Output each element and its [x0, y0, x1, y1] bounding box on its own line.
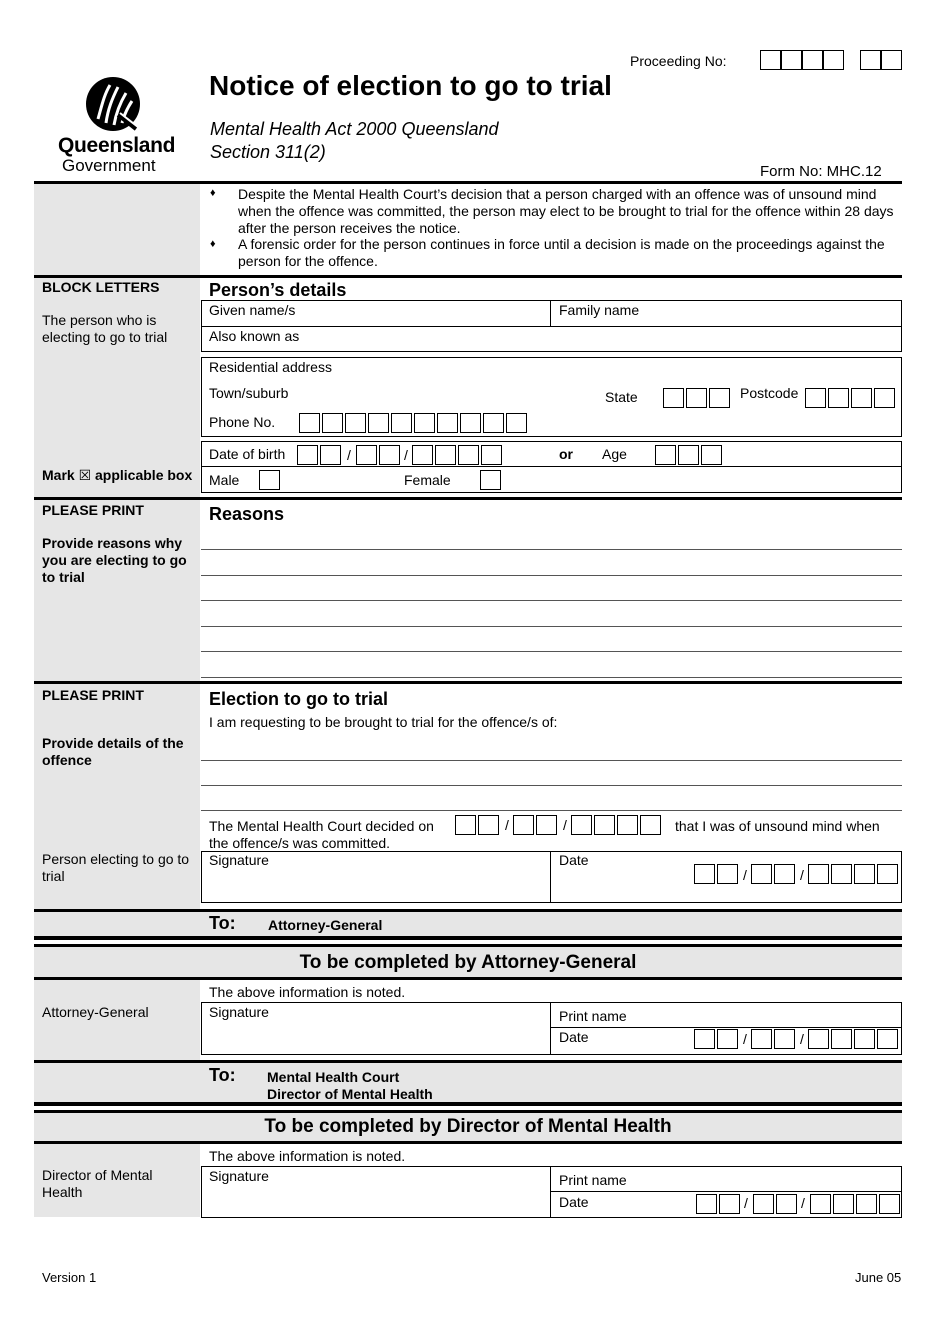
town-suburb-field[interactable]: Town/suburb — [209, 385, 289, 401]
dmh-noted-text: The above information is noted. — [209, 1148, 406, 1164]
ag-print-name-field[interactable]: Print name — [559, 1008, 627, 1024]
age-box[interactable] — [655, 445, 676, 465]
ag-date-box[interactable] — [774, 1029, 795, 1049]
decision-date-box[interactable] — [513, 815, 534, 835]
person-signature-group — [201, 851, 902, 903]
form-number: Form No: MHC.12 — [760, 163, 882, 180]
to-ag-band — [34, 912, 902, 936]
reasons-line[interactable] — [201, 651, 902, 652]
ag-date-box[interactable] — [854, 1029, 875, 1049]
ag-date-box[interactable] — [831, 1029, 852, 1049]
dob-box[interactable] — [435, 445, 456, 465]
state-box[interactable] — [663, 388, 684, 408]
proceeding-box[interactable] — [860, 50, 881, 70]
postcode-box[interactable] — [828, 388, 849, 408]
intro-bullet-2: A forensic order for the person continues in force until a decision is made on the proceedings against the person for the offence. — [238, 236, 885, 269]
divider — [201, 326, 902, 327]
person-signature-field[interactable]: Signature — [209, 852, 269, 868]
phone-box[interactable] — [460, 413, 481, 433]
phone-box[interactable] — [437, 413, 458, 433]
sign-date-box[interactable] — [751, 864, 772, 884]
divider — [550, 1027, 902, 1028]
offence-line[interactable] — [201, 785, 902, 786]
date-separator: / — [743, 1031, 747, 1047]
ag-date-label: Date — [559, 1029, 589, 1045]
reasons-line[interactable] — [201, 626, 902, 627]
committed-text: the offence/s was committed. — [209, 835, 391, 851]
postcode-box[interactable] — [851, 388, 872, 408]
phone-box[interactable] — [483, 413, 504, 433]
offence-side-desc: Provide details of the offence — [42, 735, 184, 768]
section-rule — [34, 1102, 902, 1106]
decision-date-box[interactable] — [640, 815, 661, 835]
dob-box[interactable] — [458, 445, 479, 465]
dob-box[interactable] — [412, 445, 433, 465]
dmh-date-box[interactable] — [879, 1194, 900, 1214]
sign-date-box[interactable] — [831, 864, 852, 884]
phone-box[interactable] — [322, 413, 343, 433]
date-separator: / — [801, 1195, 805, 1211]
dmh-side-label: Director of Mental Health — [42, 1167, 153, 1200]
logo-government: Government — [62, 156, 156, 175]
sign-date-box[interactable] — [774, 864, 795, 884]
queensland-crest-logo — [84, 75, 142, 133]
person-side-desc: The person who is electing to go to trial — [42, 312, 168, 345]
divider — [201, 466, 902, 467]
reasons-line[interactable] — [201, 549, 902, 550]
to-label: To: — [209, 913, 236, 933]
proceeding-box[interactable] — [823, 50, 844, 70]
court-decided-text: The Mental Health Court decided on — [209, 818, 434, 834]
sign-date-box[interactable] — [877, 864, 898, 884]
dob-box[interactable] — [379, 445, 400, 465]
phone-box[interactable] — [345, 413, 366, 433]
ag-date-box[interactable] — [877, 1029, 898, 1049]
given-name-field[interactable]: Given name/s — [209, 302, 296, 318]
male-checkbox[interactable] — [259, 470, 280, 490]
block-letters-label: BLOCK LETTERS — [42, 279, 160, 295]
reasons-line[interactable] — [201, 575, 902, 576]
state-box[interactable] — [686, 388, 707, 408]
to-label: To: — [209, 1065, 236, 1085]
divider — [550, 851, 551, 903]
dmh-date-box[interactable] — [776, 1194, 797, 1214]
persons-details-heading: Person’s details — [209, 280, 347, 300]
family-name-field[interactable]: Family name — [559, 302, 640, 318]
age-box[interactable] — [678, 445, 699, 465]
divider — [550, 300, 551, 326]
dmh-date-box[interactable] — [810, 1194, 831, 1214]
proceeding-box[interactable] — [781, 50, 802, 70]
intro-sidebar — [34, 184, 200, 275]
section-rule — [34, 936, 902, 940]
sign-date-box[interactable] — [808, 864, 829, 884]
please-print-label: PLEASE PRINT — [42, 687, 144, 703]
postcode-box[interactable] — [805, 388, 826, 408]
bullet-icon: ♦ — [210, 238, 216, 250]
footer-version: Version 1 — [42, 1270, 97, 1285]
to-director-mental-health: Director of Mental Health — [267, 1086, 433, 1102]
decision-date-box[interactable] — [571, 815, 592, 835]
age-box[interactable] — [701, 445, 722, 465]
female-checkbox[interactable] — [480, 470, 501, 490]
date-separator: / — [744, 1195, 748, 1211]
ag-side-label: Attorney-General — [42, 1004, 149, 1020]
date-separator: / — [563, 817, 567, 833]
ag-date-box[interactable] — [694, 1029, 715, 1049]
phone-box[interactable] — [299, 413, 320, 433]
date-separator: / — [347, 447, 351, 463]
state-label: State — [605, 389, 638, 405]
dob-box[interactable] — [356, 445, 377, 465]
intro-bullet-1: Despite the Mental Health Court’s decision that a person charged with an offence was of unsound mind when the offence was committed, the person may elect to be brought to trial for the offence within 28 days after the person receives the notice. — [238, 186, 894, 236]
dob-box[interactable] — [320, 445, 341, 465]
also-known-as-field[interactable]: Also known as — [209, 328, 300, 344]
dmh-signature-field[interactable]: Signature — [209, 1168, 269, 1184]
divider — [550, 1191, 902, 1192]
date-separator: / — [743, 867, 747, 883]
dmh-date-box[interactable] — [696, 1194, 717, 1214]
ag-signature-field[interactable]: Signature — [209, 1004, 269, 1020]
logo-queensland: Queensland — [58, 134, 176, 157]
request-text: I am requesting to be brought to trial for the offence/s of: — [209, 714, 558, 730]
phone-box[interactable] — [506, 413, 527, 433]
phone-label: Phone No. — [209, 414, 276, 430]
proceeding-box[interactable] — [802, 50, 823, 70]
proceeding-label: Proceeding No: — [630, 53, 727, 69]
bullet-icon: ♦ — [210, 187, 216, 199]
decision-date-box[interactable] — [594, 815, 615, 835]
divider — [550, 1166, 551, 1218]
to-mental-health-court: Mental Health Court — [267, 1069, 400, 1085]
phone-box[interactable] — [391, 413, 412, 433]
decision-date-box[interactable] — [455, 815, 476, 835]
postcode-label: Postcode — [740, 385, 799, 401]
act-name: Mental Health Act 2000 Queensland — [210, 119, 499, 139]
phone-box[interactable] — [414, 413, 435, 433]
offence-line[interactable] — [201, 760, 902, 761]
dmh-date-label: Date — [559, 1194, 589, 1210]
residential-address-field[interactable]: Residential address — [209, 359, 332, 375]
or-label: or — [559, 446, 573, 462]
state-box[interactable] — [709, 388, 730, 408]
to-attorney-general: Attorney-General — [268, 917, 383, 933]
male-label: Male — [209, 472, 240, 488]
proceeding-box[interactable] — [760, 50, 781, 70]
dmh-date-box[interactable] — [856, 1194, 877, 1214]
reasons-side-desc: Provide reasons why you are electing to go to trial — [42, 535, 187, 585]
ag-section-title: To be completed by Attorney-General — [299, 952, 637, 973]
page-title: Notice of election to go to trial — [209, 70, 612, 101]
dob-box[interactable] — [481, 445, 502, 465]
date-separator: / — [404, 447, 408, 463]
ag-noted-text: The above information is noted. — [209, 984, 406, 1000]
person-electing-label: Person electing to go to trial — [42, 851, 190, 884]
sign-date-box[interactable] — [694, 864, 715, 884]
date-separator: / — [800, 1031, 804, 1047]
date-separator: / — [505, 817, 509, 833]
footer-date: June 05 — [855, 1270, 902, 1285]
female-label: Female — [404, 472, 451, 488]
reasons-line[interactable] — [201, 677, 902, 678]
ag-date-box[interactable] — [808, 1029, 829, 1049]
dmh-date-box[interactable] — [833, 1194, 854, 1214]
ag-signature-group — [201, 1002, 902, 1055]
decision-date-box[interactable] — [617, 815, 638, 835]
dob-label: Date of birth — [209, 446, 286, 462]
dmh-date-box[interactable] — [719, 1194, 740, 1214]
person-sidebar — [34, 278, 200, 497]
decision-date-box[interactable] — [478, 815, 499, 835]
person-date-label: Date — [559, 852, 589, 868]
dob-box[interactable] — [297, 445, 318, 465]
offence-line[interactable] — [201, 810, 902, 811]
reasons-line[interactable] — [201, 600, 902, 601]
unsound-text: that I was of unsound mind when — [675, 818, 880, 834]
reasons-sidebar — [34, 500, 200, 681]
decision-date-box[interactable] — [536, 815, 557, 835]
sign-date-box[interactable] — [717, 864, 738, 884]
sign-date-box[interactable] — [854, 864, 875, 884]
election-heading: Election to go to trial — [209, 689, 388, 709]
proceeding-box[interactable] — [881, 50, 902, 70]
postcode-box[interactable] — [874, 388, 895, 408]
dmh-section-title: To be completed by Director of Mental Health — [264, 1116, 672, 1137]
dmh-date-box[interactable] — [753, 1194, 774, 1214]
date-separator: / — [800, 867, 804, 883]
act-section: Section 311(2) — [210, 142, 326, 162]
age-label: Age — [602, 446, 627, 462]
phone-box[interactable] — [368, 413, 389, 433]
mark-box-label: Mark ☒ applicable box — [42, 467, 193, 483]
ag-date-box[interactable] — [717, 1029, 738, 1049]
reasons-heading: Reasons — [209, 504, 285, 524]
ag-date-box[interactable] — [751, 1029, 772, 1049]
divider — [550, 1002, 551, 1055]
please-print-label: PLEASE PRINT — [42, 502, 144, 518]
to-mhc-band — [34, 1063, 902, 1102]
dmh-print-name-field[interactable]: Print name — [559, 1172, 627, 1188]
